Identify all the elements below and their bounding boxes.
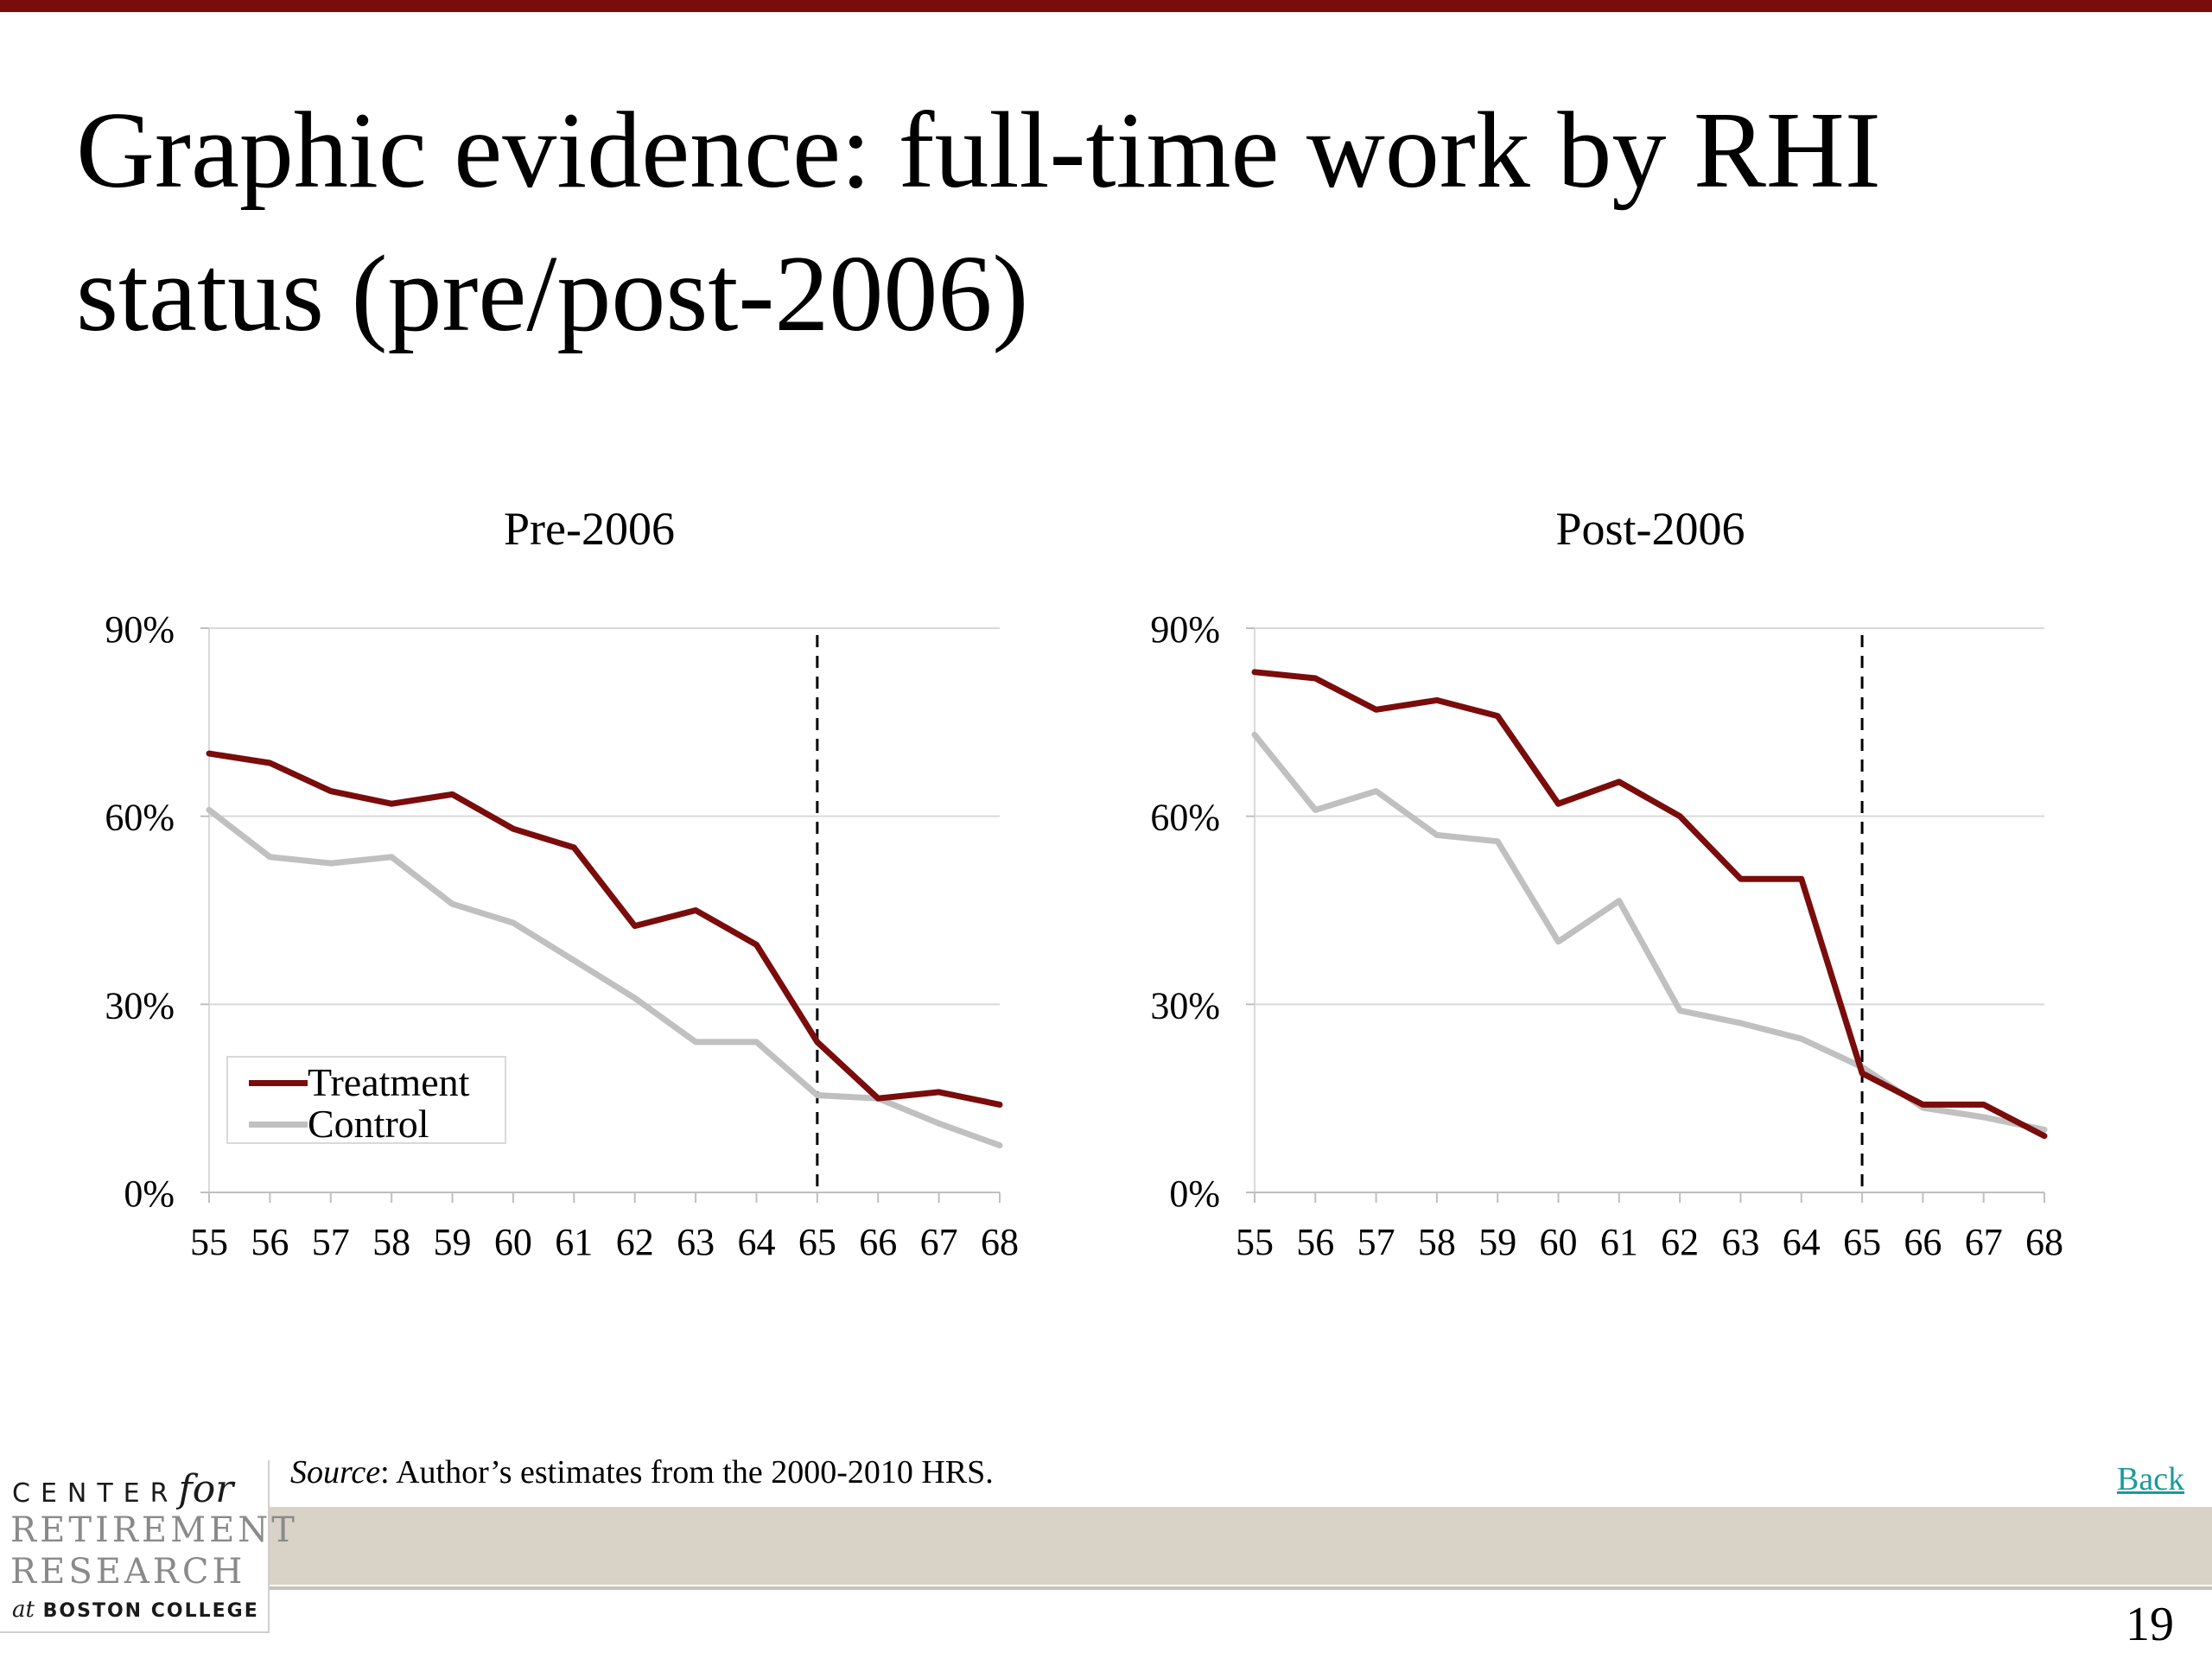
legend-label-control: Control: [308, 1102, 429, 1146]
x-tick-label-post-2006-56: 56: [1296, 1221, 1335, 1263]
x-tick-label-pre-2006-60: 60: [493, 1221, 532, 1263]
legend-label-treatment: Treatment: [308, 1060, 470, 1104]
y-tick-label-pre-2006-90: 90%: [105, 608, 175, 651]
logo-line-retirement: RETIREMENT: [10, 1510, 298, 1550]
x-tick-label-post-2006-61: 61: [1599, 1221, 1638, 1263]
x-tick-label-pre-2006-67: 67: [919, 1221, 958, 1263]
chart-legend: [226, 1056, 506, 1144]
legend-swatch-treatment: [249, 1080, 308, 1086]
logo-word-center: CENTER: [12, 1478, 179, 1509]
page-number: 19: [2126, 1598, 2174, 1651]
x-tick-label-pre-2006-63: 63: [677, 1221, 715, 1263]
x-tick-label-post-2006-68: 68: [2025, 1221, 2063, 1263]
y-tick-label-post-2006-0: 0%: [1169, 1173, 1220, 1215]
logo-word-boston-college: BOSTON COLLEGE: [42, 1600, 259, 1622]
x-tick-label-post-2006-67: 67: [1964, 1221, 2003, 1263]
logo-word-at: at: [12, 1597, 35, 1623]
x-tick-label-post-2006-62: 62: [1661, 1221, 1700, 1263]
x-tick-label-pre-2006-55: 55: [190, 1221, 228, 1263]
logo-word-for: for: [178, 1467, 234, 1511]
x-tick-label-pre-2006-61: 61: [555, 1221, 594, 1263]
footer-band: [259, 1507, 2212, 1585]
footer-divider: [259, 1586, 2212, 1590]
y-tick-label-post-2006-60: 60%: [1150, 796, 1220, 839]
logo-line-center: [12, 1467, 233, 1511]
slide-title: Graphic evidence: full-time work by RHI status (pre/post-2006): [76, 91, 1881, 354]
x-tick-label-post-2006-59: 59: [1478, 1221, 1517, 1263]
x-tick-label-pre-2006-64: 64: [737, 1221, 776, 1263]
series-line-treatment-post-2006: [1255, 672, 2044, 1136]
x-tick-label-pre-2006-56: 56: [251, 1221, 289, 1263]
x-tick-label-post-2006-57: 57: [1357, 1221, 1395, 1263]
x-tick-label-pre-2006-59: 59: [433, 1221, 472, 1263]
y-tick-label-pre-2006-0: 0%: [124, 1173, 175, 1215]
x-tick-label-pre-2006-66: 66: [859, 1221, 898, 1263]
x-tick-label-post-2006-58: 58: [1417, 1221, 1456, 1263]
logo-line-boston-college: [12, 1597, 259, 1623]
x-tick-label-post-2006-60: 60: [1539, 1221, 1578, 1263]
series-line-control-post-2006: [1255, 734, 2044, 1129]
source-text: : Author’s estimates from the 2000-2010 HRS.: [380, 1454, 994, 1491]
x-tick-label-post-2006-55: 55: [1236, 1221, 1274, 1263]
x-tick-label-pre-2006-58: 58: [372, 1221, 411, 1263]
series-line-treatment-pre-2006: [209, 753, 1000, 1104]
chart-title-post-2006: Post-2006: [1555, 503, 1745, 555]
source-label: Source: [290, 1454, 381, 1491]
x-tick-label-pre-2006-65: 65: [798, 1221, 836, 1263]
legend-swatch-control: [249, 1122, 308, 1128]
y-tick-label-pre-2006-60: 60%: [105, 796, 175, 839]
x-tick-label-post-2006-66: 66: [1904, 1221, 1942, 1263]
x-tick-label-post-2006-63: 63: [1721, 1221, 1760, 1263]
y-tick-label-pre-2006-30: 30%: [105, 984, 175, 1027]
back-link[interactable]: Back: [2117, 1461, 2185, 1497]
y-tick-label-post-2006-30: 30%: [1150, 984, 1220, 1027]
x-tick-label-pre-2006-57: 57: [311, 1221, 350, 1263]
crr-logo: [0, 1460, 298, 1633]
source-note: [290, 1452, 994, 1493]
logo-line-research: RESEARCH: [10, 1552, 246, 1592]
x-tick-label-post-2006-64: 64: [1782, 1221, 1821, 1263]
y-tick-label-post-2006-90: 90%: [1150, 608, 1220, 651]
chart-title-pre-2006: Pre-2006: [504, 503, 675, 555]
x-tick-label-post-2006-65: 65: [1843, 1221, 1882, 1263]
x-tick-label-pre-2006-62: 62: [615, 1221, 654, 1263]
x-tick-label-pre-2006-68: 68: [981, 1221, 1019, 1263]
